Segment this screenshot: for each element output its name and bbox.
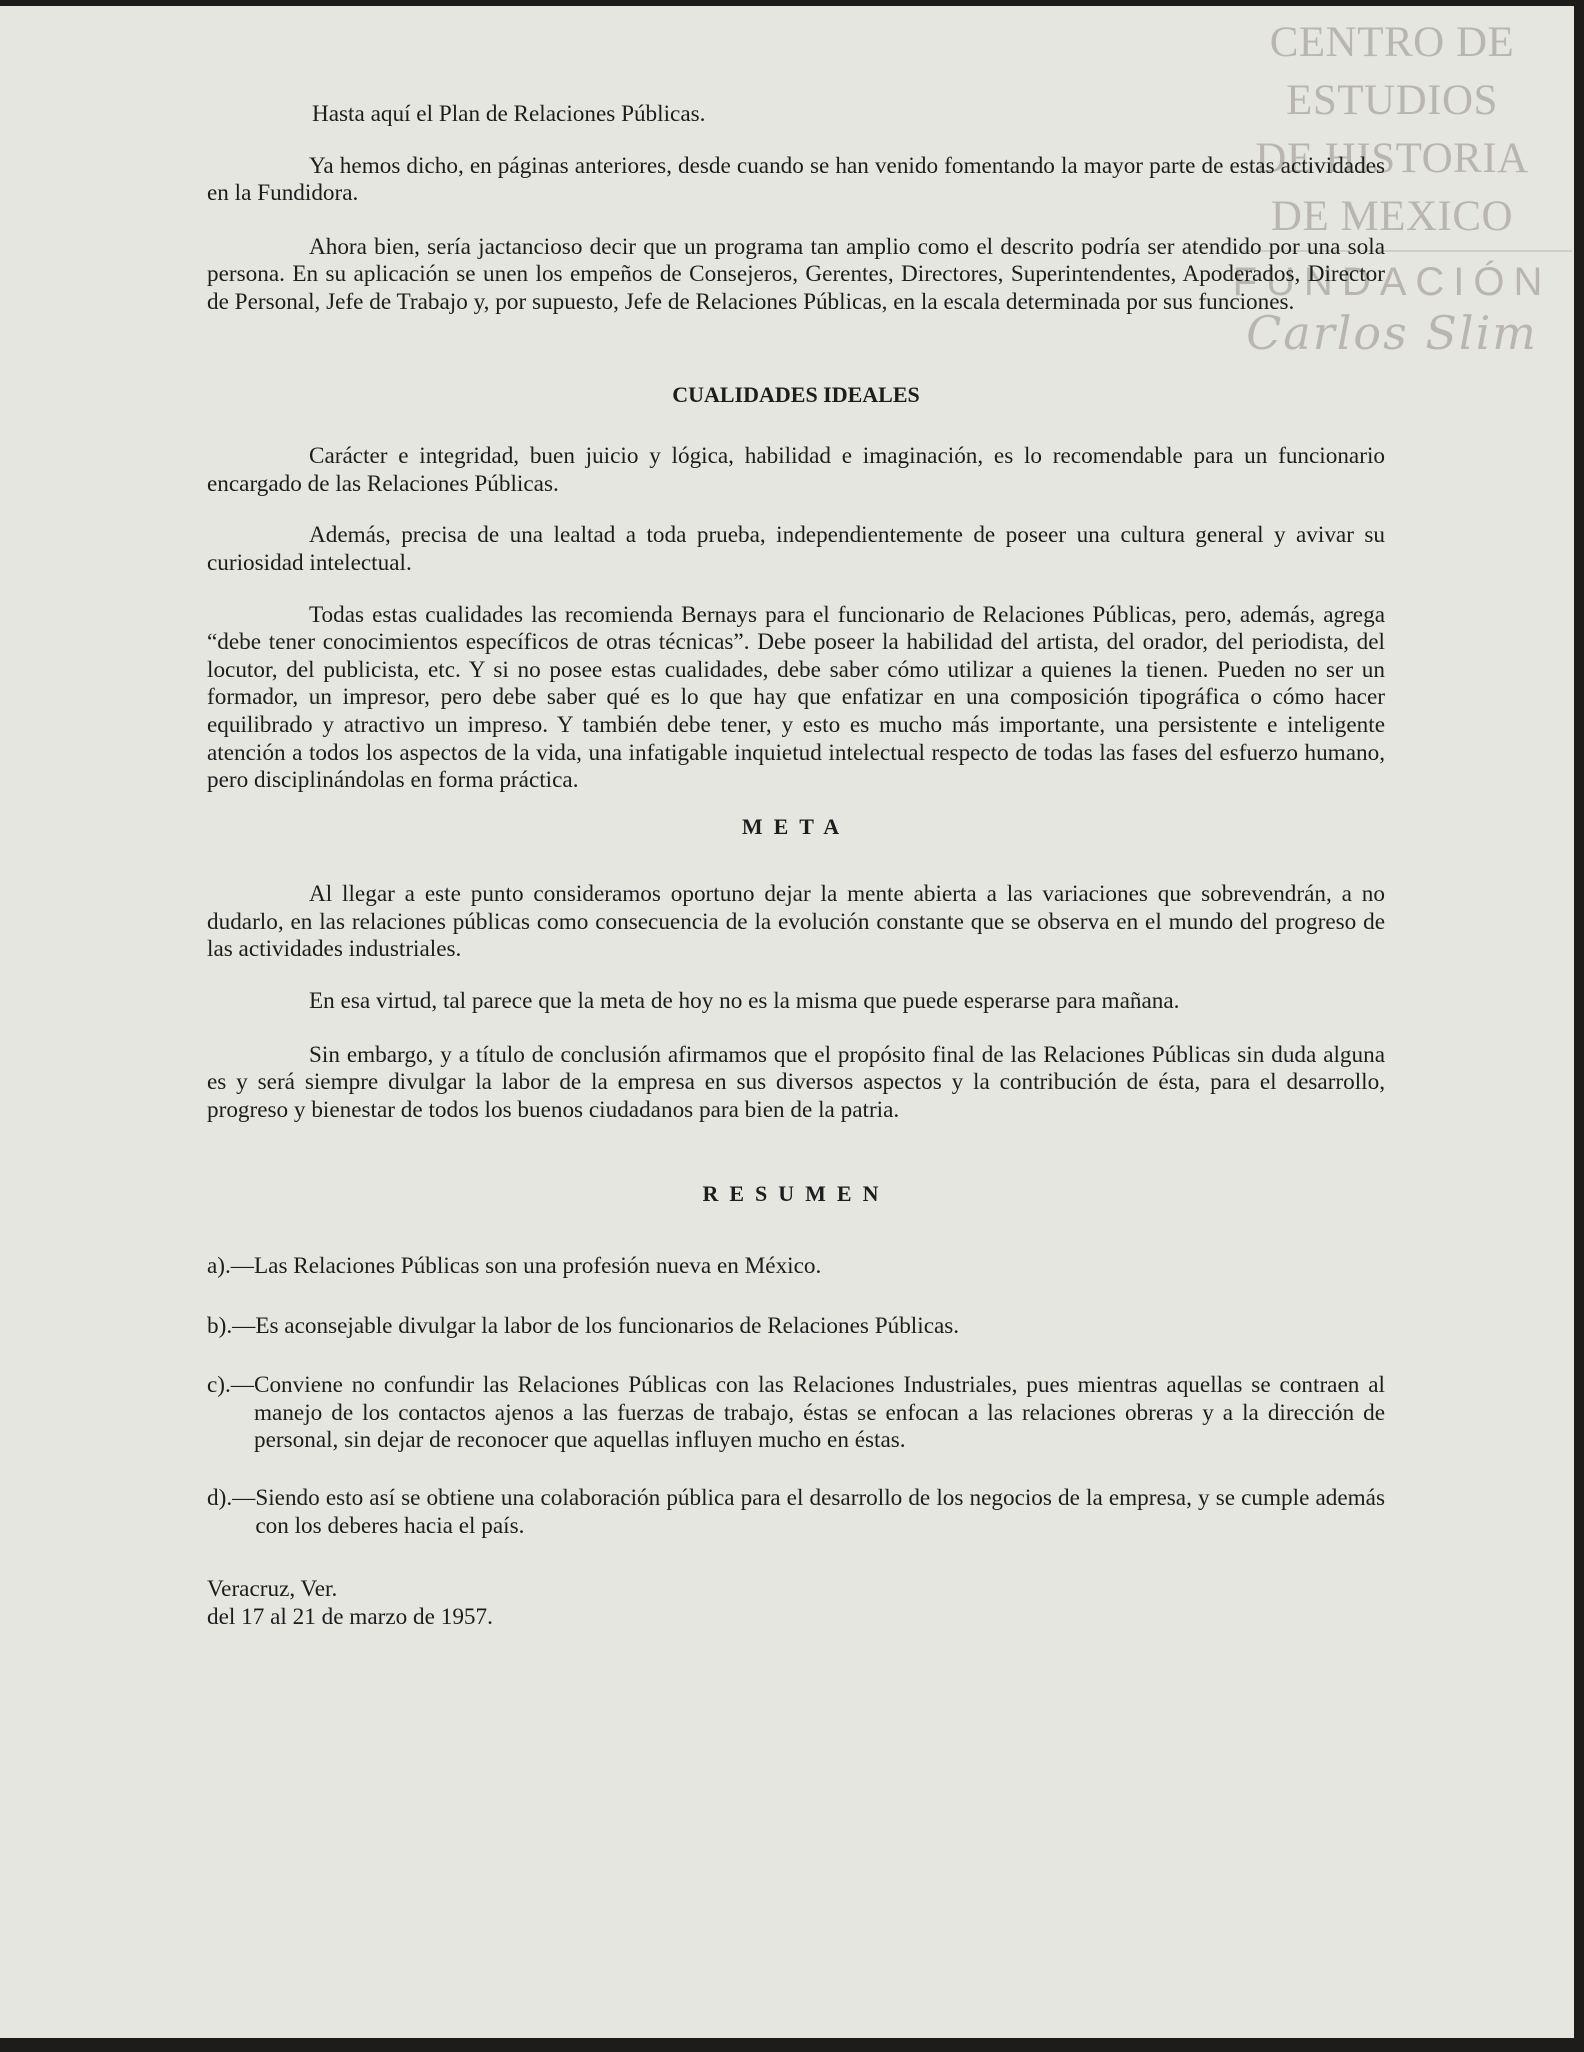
section-heading-meta: META [741,813,851,839]
list-marker: c).— [207,1372,254,1399]
document-body [207,101,1385,1631]
list-item [207,1372,1385,1455]
list-item-text: Es aconsejable divulgar la labor de los funcionarios de Relaciones Públicas. [255,1312,960,1339]
closing-date: del 17 al 21 de marzo de 1957. [207,1603,493,1630]
list-marker: a).— [207,1253,254,1280]
list-item-text: Siendo esto así se obtiene una colaboración pública para el desarrollo de los negocios de la empresa, y se cumple además con los deberes hacia el país. [255,1485,1385,1539]
section-heading-cualidades: CUALIDADES IDEALES [672,381,920,407]
meta-paragraph: Sin embargo, y a título de conclusión afirmamos que el propósito final de las Relaciones Públicas sin duda alguna es y será siempre divulgar la labor de la empresa en sus diversos aspectos y la contribución de ésta, para el desarrollo, progreso y bienestar de todos los buenos ciudadanos para bien de la patria. [207,1041,1385,1123]
section-heading-resumen: RESUMEN [702,1181,890,1207]
watermark-foundation: FUNDACIÓN [1232,260,1552,304]
watermark-line: ESTUDIOS [1286,77,1498,124]
list-item [207,1253,1385,1281]
watermark-line: DE HISTORIA [1255,135,1529,182]
intro-paragraph: Ahora bien, sería jactancioso decir que un programa tan amplio como el descrito podría ser atendido por una sola persona. En su aplicación se unen los empeños de Consejeros, Gerentes, Directores, Superintendentes, Apoderados, Director de Personal, Jefe de Trabajo y, por supuesto, Jefe de Relaciones Públicas, en la escala determinada por sus funciones. [207,233,1385,315]
list-item [207,1485,1385,1540]
closing-place: Veracruz, Ver. [207,1576,338,1603]
watermark-line: CENTRO DE [1269,19,1515,66]
watermark-line: DE MEXICO [1270,193,1514,240]
cualidades-paragraph: Carácter e integridad, buen juicio y lógica, habilidad e imaginación, es lo recomendable para un funcionario encargado de las Relaciones Públicas. [207,443,1385,497]
watermark-signature: Carlos Slim [1246,306,1538,360]
intro-paragraph: Ya hemos dicho, en páginas anteriores, desde cuando se han venido fomentando la mayor parte de estas actividades en la Fundidora. [207,152,1385,207]
document-page [0,6,1574,2038]
cualidades-paragraph: Todas estas cualidades las recomienda Bernays para el funcionario de Relaciones Públicas, pero, además, agrega “debe tener conocimientos específicos de otras técnicas”. Debe poseer la habilidad del artista, del orador, del periodista, del locutor, del publicista, etc. Y si no posee estas cualidades, debe saber cómo utilizar a quienes la tienen. Pueden no ser un formador, un impresor, pero debe saber qué es lo que hay que enfatizar en una composición tipográfica o cómo hacer equilibrado y atractivo un impreso. Y también debe tener, y esto es mucho más importante, una persistente e inteligente atención a todos los aspectos de la vida, una infatigable inquietud intelectual respecto de todas las fases del esfuerzo humano, pero disciplinándolas en forma práctica. [207,601,1385,794]
list-item [207,1313,1385,1341]
list-item-text: Las Relaciones Públicas son una profesión nueva en México. [254,1253,822,1280]
list-item-text: Conviene no confundir las Relaciones Públicas con las Relaciones Industriales, pues mientras aquellas se contraen al manejo de los contactos ajenos a las fuerzas de trabajo, éstas se enfocan a las relaciones obreras y a la dirección de personal, sin dejar de reconocer que aquellas influyen mucho en éstas. [254,1372,1385,1454]
resumen-list [207,1253,1385,1540]
list-marker: b).— [207,1312,256,1339]
closing-block [207,1576,1385,1631]
intro-paragraph: Hasta aquí el Plan de Relaciones Públicas. [312,101,706,127]
meta-paragraph: En esa virtud, tal parece que la meta de hoy no es la misma que puede esperarse para mañana. [309,988,1180,1015]
cualidades-paragraph: Además, precisa de una lealtad a toda prueba, independientemente de poseer una cultura general y avivar su curiosidad intelectual. [207,522,1385,576]
meta-paragraph: Al llegar a este punto consideramos oportuno dejar la mente abierta a las variaciones que sobrevendrán, a no dudarlo, en las relaciones públicas como consecuencia de la evolución constante que se observa en el mundo del progreso de las actividades industriales. [207,881,1385,963]
list-marker: d).— [207,1485,256,1511]
